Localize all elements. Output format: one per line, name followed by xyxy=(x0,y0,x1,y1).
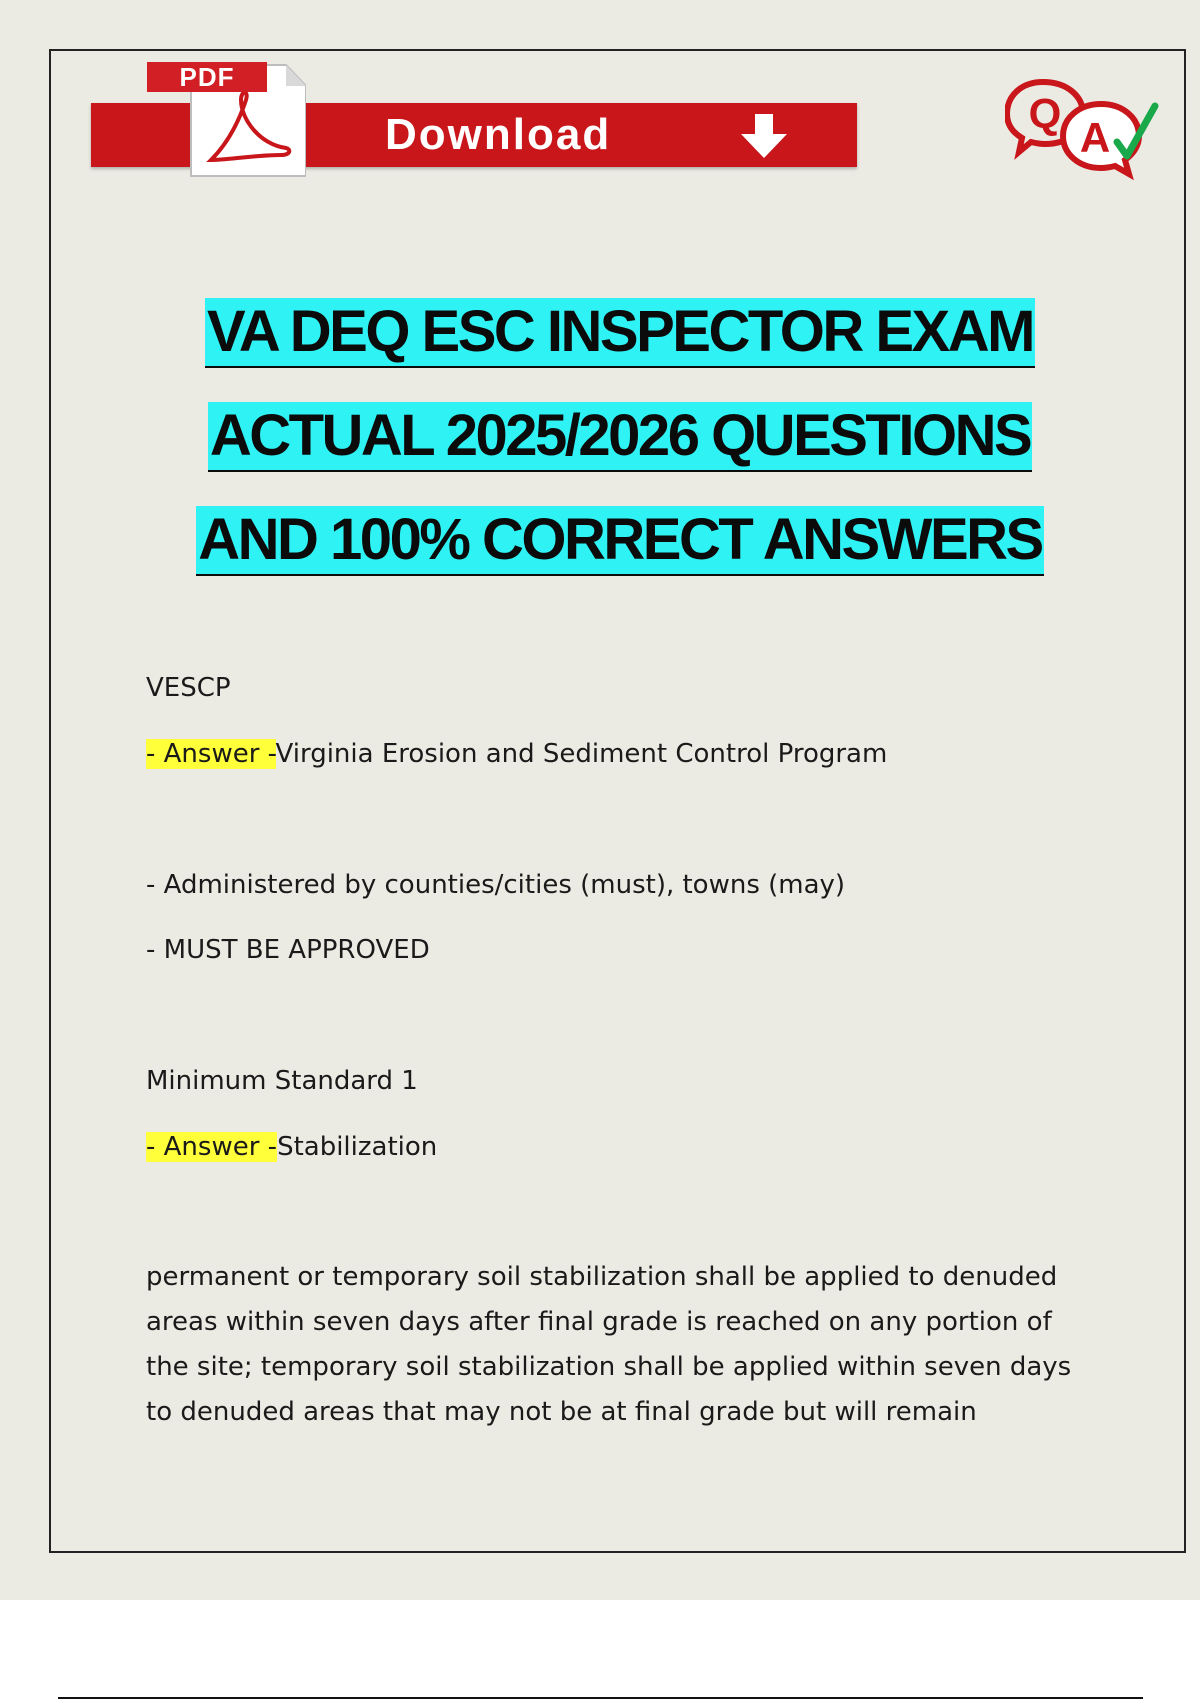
logo-q: Q xyxy=(1028,90,1062,137)
answer-line xyxy=(146,736,887,772)
document-title xyxy=(120,298,1120,610)
question-text: Minimum Standard 1 xyxy=(146,1066,418,1096)
title-line-3: AND 100% CORRECT ANSWERS xyxy=(196,506,1043,576)
answer-text: Stabilization xyxy=(277,1132,438,1162)
logo-a: A xyxy=(1079,114,1111,161)
arrow-down-icon xyxy=(735,112,793,160)
title-line-2: ACTUAL 2025/2026 QUESTIONS xyxy=(208,402,1032,472)
note-line: - MUST BE APPROVED xyxy=(146,935,430,965)
pdf-label: PDF xyxy=(147,62,267,92)
question-text: VESCP xyxy=(146,673,231,703)
answer-line xyxy=(146,1129,437,1165)
answer-prefix: - Answer - xyxy=(146,1132,278,1162)
pdf-file-icon xyxy=(141,60,306,180)
answer-paragraph: permanent or temporary soil stabilization shall be applied to denuded areas within seven days after final grade is reached on any portion of the site; temporary soil stabilization shall be applied within seven days to denuded areas that may not be at final grade but will remain xyxy=(146,1262,1072,1427)
download-label: Download xyxy=(385,110,612,159)
answer-prefix: - Answer - xyxy=(146,739,276,769)
answer-text: Virginia Erosion and Sediment Control Program xyxy=(275,739,888,769)
pdf-download-banner[interactable] xyxy=(91,60,857,180)
title-line-1: VA DEQ ESC INSPECTOR EXAM xyxy=(205,298,1035,368)
note-line: - Administered by counties/cities (must), towns (may) xyxy=(146,870,846,900)
footer-divider xyxy=(58,1697,1143,1699)
qa-logo xyxy=(1005,72,1165,182)
